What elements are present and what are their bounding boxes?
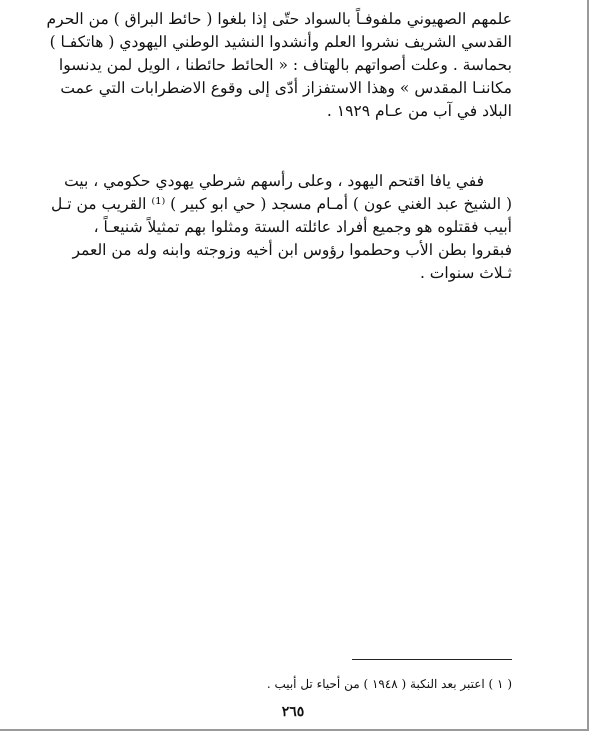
paragraph-1-line-4: مكاننـا المقدس » وهذا الاستفزاز أدّى إلى وقوع الاضطرابات التي عمت (60, 79, 512, 97)
paragraph-1 (46, 8, 512, 123)
footnote: ( ١ ) اعتبر بعد النكبة ( ١٩٤٨ ) من أحياء تل أبيب . (266, 677, 512, 691)
paragraph-1-line-1: علمهم الصهيوني ملفوفـاً بالسواد حتّى إذا بلغوا ( حائط البراق ) من الحرم (46, 10, 512, 28)
paragraph-2-line-2: ( الشيخ عبد الغني عون ) أمـام مسجد ( حي ابو كبير ) ⁽¹⁾ القريب من تـل (50, 195, 512, 213)
footnote-separator (352, 659, 512, 660)
paragraph-1-line-2: القدسي الشريف نشروا العلم وأنشدوا النشيد الوطني اليهودي ( هاتكفـا ) (49, 33, 512, 51)
book-page (46, 8, 512, 720)
paragraph-2 (50, 170, 512, 285)
paragraph-1-line-5: البلاد في آب من عـام ١٩٢٩ . (326, 102, 512, 120)
paragraph-2-line-3: أبيب فقتلوه هو وجميع أفراد عائلته الستة ومثلوا بهم تمثيلاً شنيعـاً ، (93, 218, 512, 236)
paragraph-2-line-1: ففي يافا اقتحم اليهود ، وعلى رأسهم شرطي يهودي حكومي ، بيت (64, 172, 484, 190)
paragraph-1-line-3: بحماسة . وعلت أصواتهم بالهتاف : « الحائط حائطنا ، الويل لمن يدنسوا (58, 56, 512, 74)
paragraph-2-line-5: ثـلاث سنوات . (419, 264, 512, 282)
page-number: ٢٦٥ (281, 704, 305, 720)
paragraph-2-line-4: فبقروا بطن الأب وحطموا رؤوس ابن أخيه وزوجته وابنه وله من العمر (72, 241, 512, 259)
